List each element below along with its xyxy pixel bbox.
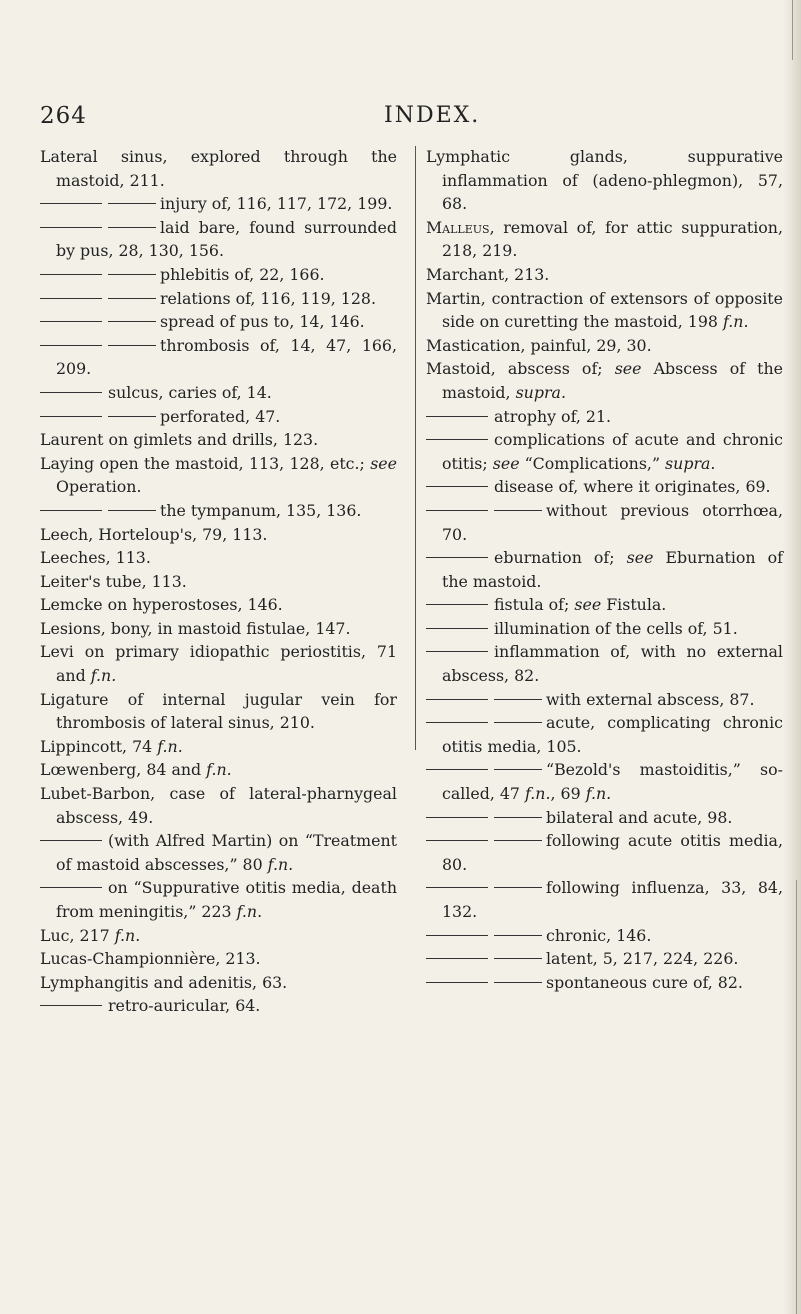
index-entry (426, 617, 783, 641)
index-entry (426, 593, 783, 617)
continuation-dash (40, 840, 102, 841)
continuation-dash (108, 298, 156, 299)
entry-text: relations of, 116, 119, 128. (160, 288, 376, 308)
continuation-dash (40, 1005, 102, 1006)
continuation-dash (426, 699, 488, 700)
index-entry (426, 263, 783, 287)
entry-italic: f.n. (90, 666, 117, 686)
continuation-dash (426, 416, 488, 417)
page-number: 264 (40, 103, 87, 129)
entry-text-cont: , 69 (550, 784, 586, 804)
index-entry (426, 711, 783, 758)
entry-text: Leeches, 113. (40, 548, 151, 568)
entry-text: Lemcke on hyperostoses, 146. (40, 595, 283, 615)
index-column-left (40, 145, 397, 1018)
index-entry (426, 546, 783, 593)
continuation-dash (426, 651, 488, 652)
continuation-dash (494, 840, 542, 841)
continuation-dash (494, 982, 542, 983)
entry-text: Lucas-Championnière, 213. (40, 949, 261, 969)
entry-text-cont: Eburnation of the mastoid. (442, 548, 783, 591)
continuation-dash (426, 817, 488, 818)
entry-italic: see (614, 359, 642, 379)
index-entry (40, 994, 397, 1018)
continuation-dash (40, 510, 102, 511)
continuation-dash (40, 298, 102, 299)
continuation-dash (426, 982, 488, 983)
index-entry (40, 924, 397, 948)
continuation-dash (40, 274, 102, 275)
continuation-dash (426, 840, 488, 841)
continuation-dash (40, 227, 102, 228)
index-entry (40, 546, 397, 570)
continuation-dash (40, 321, 102, 322)
entry-text: perforated, 47. (160, 406, 281, 426)
index-entry (426, 924, 783, 948)
entry-text: Laurent on gimlets and drills, 123. (40, 430, 319, 450)
index-entry (40, 334, 397, 381)
index-entry (426, 758, 783, 805)
index-entry (426, 428, 783, 475)
entry-italic: supra. (515, 382, 566, 402)
entry-text: fistula of; (494, 595, 575, 615)
entry-italic: f.n. (206, 760, 232, 780)
continuation-dash (426, 958, 488, 959)
entry-text: Luc, 217 (40, 925, 115, 945)
entry-italic: see (574, 595, 602, 615)
entry-text: , removal of, for attic suppuration, 218, 219. (442, 217, 783, 261)
entry-text: Lœwenberg, 84 and (40, 760, 207, 780)
entry-text: Marchant, 213. (426, 264, 550, 284)
entry-text: Lesions, bony, in mastoid fistulae, 147. (40, 618, 351, 638)
page-title: INDEX. (384, 103, 481, 128)
entry-text: bilateral and acute, 98. (546, 807, 733, 827)
index-entry (426, 334, 783, 358)
index-entry (426, 475, 783, 499)
entry-text: without previous otorrhœa, 70. (442, 500, 783, 544)
entry-text: Lateral sinus, explored through the mastoid, 211. (40, 147, 397, 190)
index-entry (40, 617, 397, 641)
entry-text: phlebitis of, 22, 166. (160, 264, 325, 284)
entry-text: on “Suppurative otitis media, death from meningitis,” 223 (56, 878, 397, 921)
index-column-right (426, 145, 783, 994)
continuation-dash (426, 769, 488, 770)
continuation-dash (108, 345, 156, 346)
index-entry (40, 263, 397, 287)
entry-text-cont: Fistula. (601, 595, 667, 615)
entry-text: chronic, 146. (546, 925, 652, 945)
entry-text-cont: Abscess of the mastoid, (442, 359, 783, 402)
index-entry (40, 971, 397, 995)
page-edge (783, 0, 801, 1314)
index-entry (426, 876, 783, 923)
continuation-dash (494, 958, 542, 959)
continuation-dash (40, 887, 102, 888)
continuation-dash (40, 416, 102, 417)
entry-text: Leiter's tube, 113. (40, 571, 187, 591)
index-entry (40, 947, 397, 971)
entry-text: laid bare, found surrounded by pus, 28, 130, 156. (56, 217, 397, 261)
continuation-dash (40, 203, 102, 204)
entry-text: disease of, where it originates, 69. (494, 477, 771, 497)
continuation-dash (426, 887, 488, 888)
continuation-dash (108, 321, 156, 322)
entry-italic: see (370, 453, 397, 473)
index-entry (40, 145, 397, 192)
entry-italic: f.n. (525, 784, 551, 804)
entry-italic: f.n. (236, 902, 263, 921)
continuation-dash (426, 722, 488, 723)
entry-text: spread of pus to, 14, 146. (160, 312, 365, 332)
index-entry (40, 735, 397, 759)
entry-text: Lubet-Barbon, case of lateral-pharnygeal abscess, 49. (40, 784, 397, 827)
index-entry (426, 947, 783, 971)
continuation-dash (108, 227, 156, 228)
index-entry (40, 640, 397, 687)
index-entry (426, 405, 783, 429)
entry-text: Lippincott, 74 (40, 736, 158, 756)
continuation-dash (426, 439, 488, 440)
entry-text: sulcus, caries of, 14. (108, 382, 272, 402)
entry-italic: see (492, 453, 520, 473)
continuation-dash (494, 510, 542, 511)
index-entry (426, 287, 783, 334)
edge-line (792, 0, 793, 60)
index-entry (426, 829, 783, 876)
entry-text: Levi on primary idiopathic periostitis, 71 and (40, 642, 397, 686)
index-entry (40, 381, 397, 405)
continuation-dash (426, 604, 488, 605)
entry-text: “Bezold's mastoiditis,” so-called, 47 (442, 760, 783, 804)
entry-text: latent, 5, 217, 224, 226. (546, 949, 739, 969)
entry-text: Laying open the mastoid, 113, 128, etc.; (40, 453, 371, 473)
entry-italic: f.n. (585, 784, 612, 804)
index-entry (426, 499, 783, 546)
continuation-dash (426, 486, 488, 487)
entry-text: thrombosis of, 14, 47, 166, 209. (56, 335, 397, 379)
entry-italic: f.n. (722, 312, 749, 332)
index-entry (40, 452, 397, 499)
index-entry (426, 971, 783, 995)
entry-text: eburnation of; (494, 548, 627, 568)
entry-text-cont: Operation. (56, 477, 142, 497)
continuation-dash (494, 699, 542, 700)
index-entry (40, 192, 397, 216)
entry-text: Lymphatic glands, suppurative inflammation of (adeno-phlegmon), 57, 68. (426, 147, 783, 214)
entry-text: Ligature of internal jugular vein for thrombosis of lateral sinus, 210. (40, 689, 397, 733)
index-entry (426, 145, 783, 216)
entry-text: acute, complicating chronic otitis media, 105. (442, 713, 783, 756)
entry-italic: f.n. (267, 854, 294, 874)
index-entry (426, 216, 783, 263)
entry-text: (with Alfred Martin) on “Treatment of mastoid abscesses,” 80 (56, 831, 397, 874)
continuation-dash (108, 416, 156, 417)
continuation-dash (494, 722, 542, 723)
continuation-dash (426, 557, 488, 558)
entry-text: complications of acute and chronic otitis; (442, 430, 783, 473)
entry-text: with external abscess, 87. (546, 689, 755, 709)
column-divider (415, 146, 416, 750)
entry-text: illumination of the cells of, 51. (494, 618, 738, 638)
index-entry (426, 806, 783, 830)
continuation-dash (494, 817, 542, 818)
index-entry (40, 782, 397, 829)
entry-italic: supra. (665, 453, 716, 473)
index-entry (40, 593, 397, 617)
index-entry (40, 523, 397, 547)
index-entry (40, 688, 397, 735)
continuation-dash (108, 274, 156, 275)
entry-text: Leech, Horteloup's, 79, 113. (40, 524, 268, 544)
continuation-dash (426, 510, 488, 511)
index-entry (40, 829, 397, 876)
index-entry (40, 287, 397, 311)
continuation-dash (40, 392, 102, 393)
index-entry (40, 758, 397, 782)
continuation-dash (494, 887, 542, 888)
index-entry (40, 876, 397, 923)
entry-text: retro-auricular, 64. (108, 996, 261, 1016)
entry-italic: f.n. (114, 925, 141, 945)
continuation-dash (426, 935, 488, 936)
index-entry (426, 688, 783, 712)
entry-text: Mastication, painful, 29, 30. (426, 335, 652, 355)
entry-text: atrophy of, 21. (494, 406, 612, 426)
index-entry (426, 357, 783, 404)
page-header (40, 103, 740, 133)
edge-line (796, 880, 797, 1314)
entry-text: the tympanum, 135, 136. (160, 500, 362, 520)
index-entry (40, 405, 397, 429)
entry-text: Mastoid, abscess of; (426, 359, 615, 379)
continuation-dash (494, 935, 542, 936)
entry-text: inflammation of, with no external abscess, 82. (442, 642, 783, 686)
entry-text: following influenza, 33, 84, 132. (442, 878, 783, 921)
entry-text: injury of, 116, 117, 172, 199. (160, 194, 393, 214)
index-entry (40, 499, 397, 523)
entry-headword: Malleus (426, 217, 490, 237)
entry-text: Lymphangitis and adenitis, 63. (40, 972, 288, 992)
continuation-dash (426, 628, 488, 629)
index-entry (40, 310, 397, 334)
index-entry (40, 216, 397, 263)
index-entry (40, 570, 397, 594)
entry-text: spontaneous cure of, 82. (546, 972, 743, 992)
entry-text: following acute otitis media, 80. (442, 831, 783, 874)
continuation-dash (108, 510, 156, 511)
index-entry (40, 428, 397, 452)
entry-text: Martin, contraction of extensors of opposite side on curetting the mastoid, 198 (426, 288, 783, 332)
entry-italic: f.n. (157, 736, 183, 756)
continuation-dash (40, 345, 102, 346)
entry-text-cont: “Complications,” (519, 453, 666, 473)
continuation-dash (494, 769, 542, 770)
entry-italic: see (626, 548, 654, 568)
index-entry (426, 640, 783, 687)
continuation-dash (108, 203, 156, 204)
